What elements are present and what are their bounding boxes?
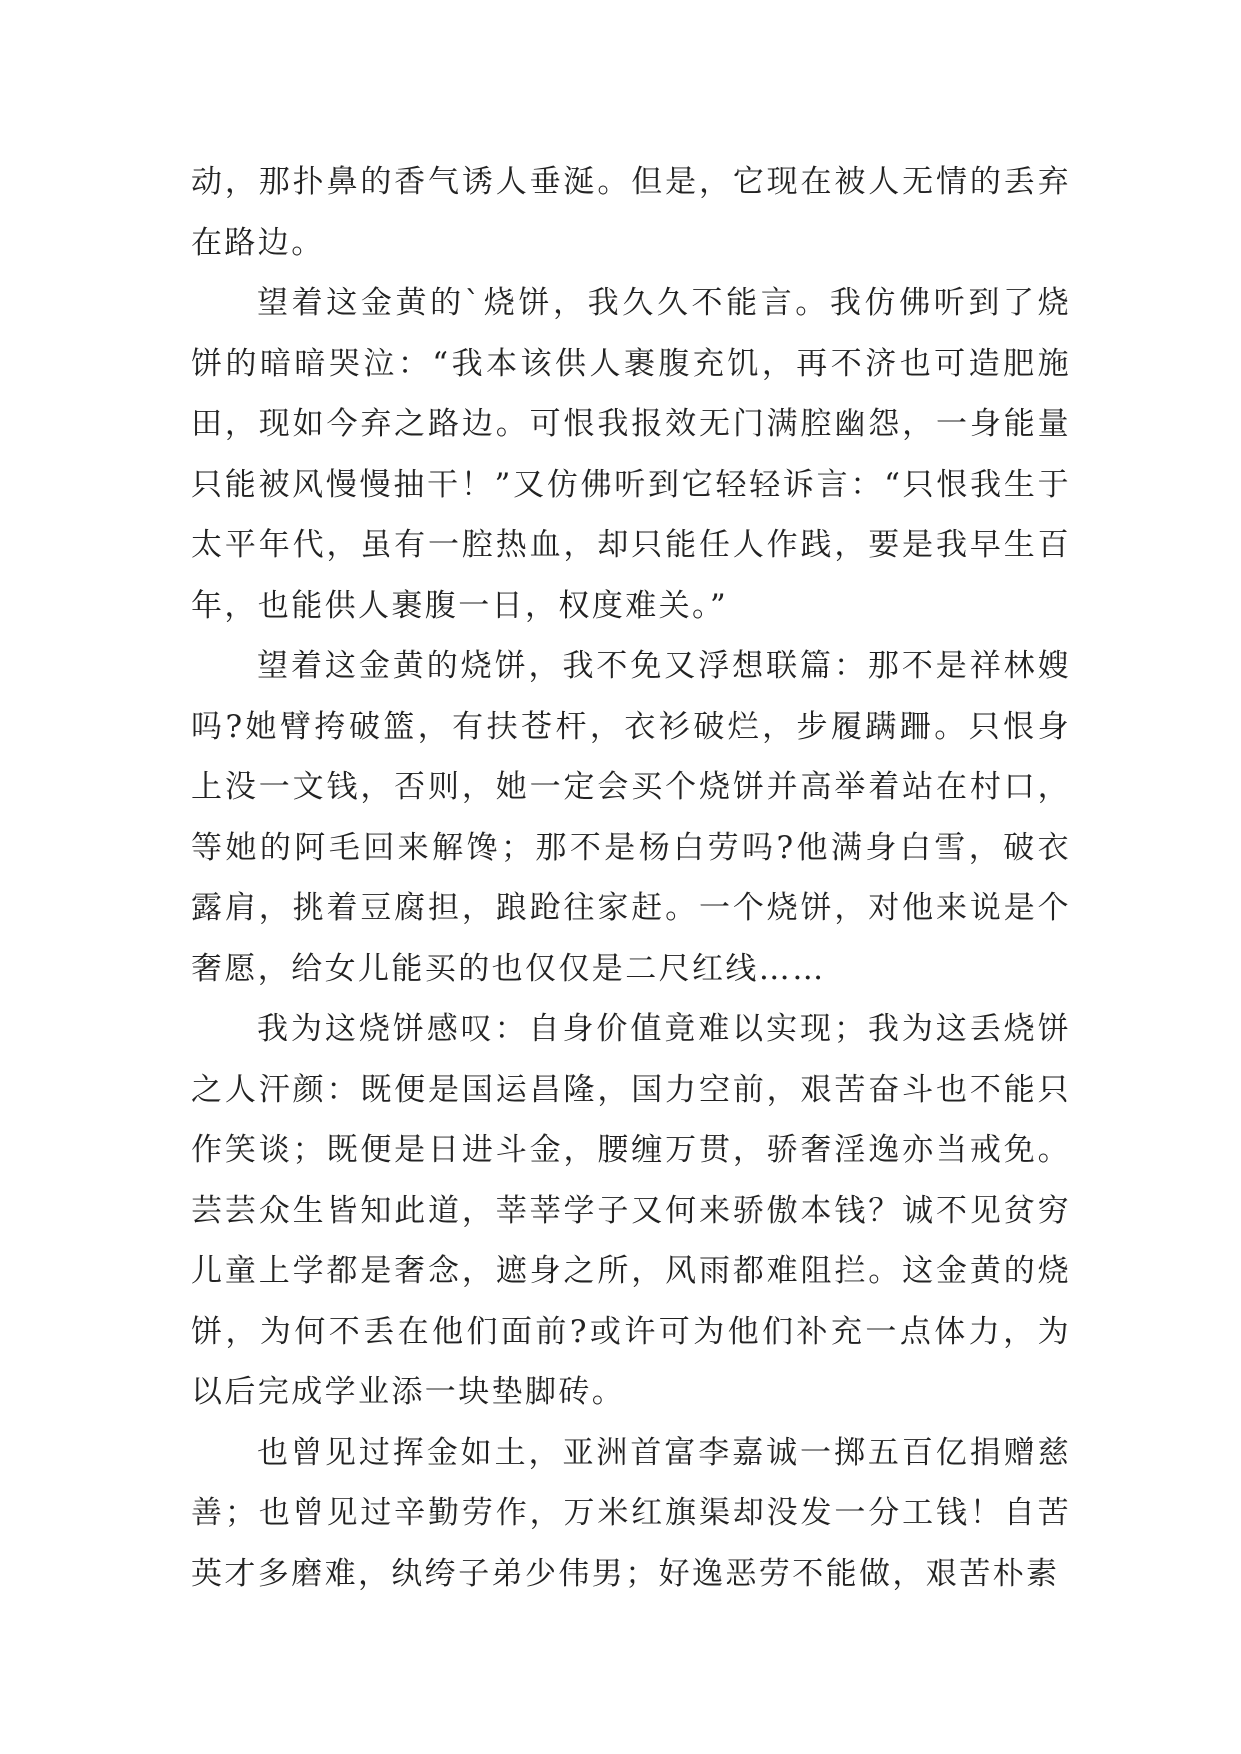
paragraph-5: 也曾见过挥金如土，亚洲首富李嘉诚一掷五百亿捐赠慈善；也曾见过辛勤劳作，万米红旗渠却没发一分工钱！自苦英才多磨难，纨绔子弟少伟男；好逸恶劳不能做，艰苦朴素 bbox=[191, 1434, 1071, 1592]
paragraph-2: 望着这金黄的`烧饼，我久久不能言。我仿佛听到了烧饼的暗暗哭泣：“我本该供人裹腹充饥，再不济也可造肥施田，现如今弃之路边。可恨我报效无门满腔幽怨，一身能量只能被风慢慢抽干！”又仿佛听到它轻轻诉言：“只恨我生于太平年代，虽有一腔热血，却只能任人作践，要是我早生百年，也能供人裹腹一日，权度难关。” bbox=[191, 285, 1071, 624]
essay-body bbox=[191, 152, 1071, 1604]
paragraph-1: 动，那扑鼻的香气诱人垂涎。但是，它现在被人无情的丢弃在路边。 bbox=[191, 164, 1071, 261]
paragraph-4: 我为这烧饼感叹：自身价值竟难以实现；我为这丢烧饼之人汗颜：既便是国运昌隆，国力空前，艰苦奋斗也不能只作笑谈；既便是日进斗金，腰缠万贯，骄奢淫逸亦当戒免。芸芸众生皆知此道，莘莘学子又何来骄傲本钱？诚不见贫穷儿童上学都是奢念，遮身之所，风雨都难阻拦。这金黄的烧饼，为何不丢在他们面前?或许可为他们补充一点体力，为以后完成学业添一块垫脚砖。 bbox=[191, 1011, 1071, 1410]
paragraph-3: 望着这金黄的烧饼，我不免又浮想联篇：那不是祥林嫂吗?她臂挎破篮，有扶苍杆，衣衫破烂，步履蹒跚。只恨身上没一文钱，否则，她一定会买个烧饼并高举着站在村口，等她的阿毛回来解馋；那不是杨白劳吗?他满身白雪，破衣露肩，挑着豆腐担，踉跄往家赶。一个烧饼，对他来说是个奢愿，给女儿能买的也仅仅是二尺红线…… bbox=[191, 648, 1071, 987]
